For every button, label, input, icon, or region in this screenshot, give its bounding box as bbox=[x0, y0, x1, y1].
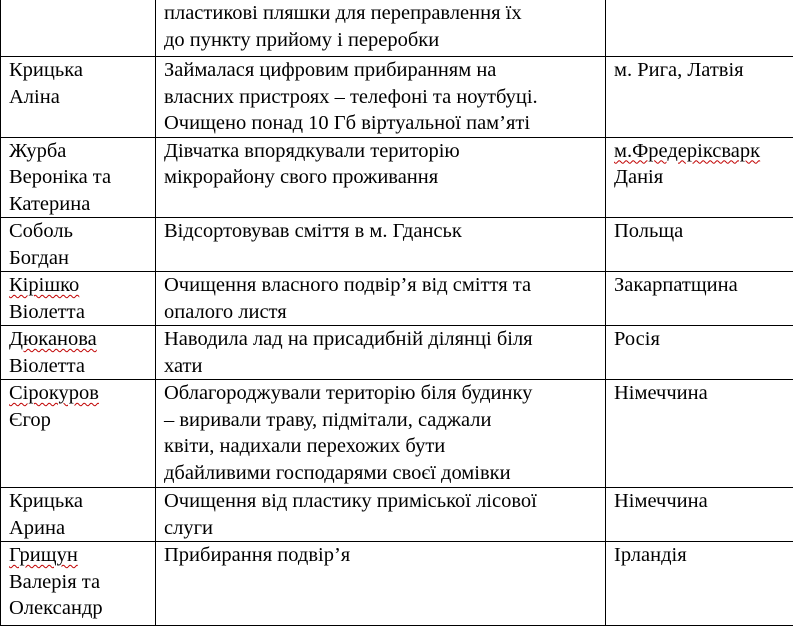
location-line: Німеччина bbox=[614, 488, 789, 515]
name-line: Віолетта bbox=[9, 299, 151, 326]
activity-line: слуги bbox=[164, 515, 601, 542]
activity-cell bbox=[156, 272, 606, 326]
activity-line: квіти, надихали перехожих бути bbox=[164, 433, 601, 460]
location-cell bbox=[606, 57, 793, 138]
activity-line: Дівчатка впорядкували територію bbox=[164, 138, 601, 165]
name-line: Аліна bbox=[9, 84, 151, 111]
activity-cell bbox=[156, 326, 606, 380]
activity-line: Займалася цифровим прибиранням на bbox=[164, 57, 601, 84]
activity-cell bbox=[156, 488, 606, 542]
location-cell bbox=[606, 488, 793, 542]
name-cell bbox=[1, 542, 156, 626]
activity-line: Наводила лад на присадибній ділянці біля bbox=[164, 326, 601, 353]
name-cell bbox=[1, 272, 156, 326]
activity-line: Відсортовував сміття в м. Гданськ bbox=[164, 218, 601, 245]
name-cell bbox=[1, 0, 156, 57]
location-cell bbox=[606, 380, 793, 488]
location-line: Польща bbox=[614, 218, 789, 245]
table-row bbox=[1, 57, 793, 138]
activity-line: пластикові пляшки для переправлення їх bbox=[164, 0, 601, 27]
activity-line: власних пристроях – телефоні та ноутбуці. bbox=[164, 84, 601, 111]
name-line: Журба bbox=[9, 138, 151, 165]
name-line: Вероніка та bbox=[9, 164, 151, 191]
name-line: Арина bbox=[9, 515, 151, 542]
activity-cell bbox=[156, 57, 606, 138]
activity-line: Прибирання подвір’я bbox=[164, 542, 601, 569]
location-cell bbox=[606, 326, 793, 380]
name-line: Соболь bbox=[9, 218, 151, 245]
name-line: Богдан bbox=[9, 245, 151, 272]
activity-line: Облагороджували територію біля будинку bbox=[164, 380, 601, 407]
name-cell bbox=[1, 57, 156, 138]
table-row bbox=[1, 326, 793, 380]
name-line: Катерина bbox=[9, 191, 151, 218]
activity-cell bbox=[156, 218, 606, 272]
location-line: Німеччина bbox=[614, 380, 789, 407]
name-line: Валерія та bbox=[9, 569, 151, 596]
name-line: Кірішко bbox=[9, 274, 79, 296]
name-line: Крицька bbox=[9, 57, 151, 84]
location-line: Данія bbox=[614, 164, 789, 191]
table-row bbox=[1, 488, 793, 542]
activity-line: Очищення власного подвір’я від сміття та bbox=[164, 272, 601, 299]
location-cell bbox=[606, 272, 793, 326]
activity-line: – виривали траву, підмітали, саджали bbox=[164, 407, 601, 434]
name-line: Крицька bbox=[9, 488, 151, 515]
name-cell bbox=[1, 326, 156, 380]
location-line: м.Фредеріксварк bbox=[614, 138, 789, 165]
activity-cell bbox=[156, 380, 606, 488]
name-line: Дюканова bbox=[9, 328, 97, 350]
activity-line: хати bbox=[164, 353, 601, 380]
activity-line: Очищено понад 10 Гб віртуальної пам’яті bbox=[164, 110, 601, 137]
location-line: Росія bbox=[614, 326, 789, 353]
table-row bbox=[1, 218, 793, 272]
table-row bbox=[1, 380, 793, 488]
activity-cell bbox=[156, 542, 606, 626]
location-line: Закарпатщина bbox=[614, 272, 789, 299]
activity-line: Очищення від пластику приміської лісової bbox=[164, 488, 601, 515]
activity-line: дбайливими господарями своєї домівки bbox=[164, 460, 601, 487]
table-row bbox=[1, 542, 793, 626]
activity-line: до пункту прийому і переробки bbox=[164, 27, 601, 54]
name-cell bbox=[1, 137, 156, 218]
activity-line: мікрорайону свого проживання bbox=[164, 164, 601, 191]
name-line: Єгор bbox=[9, 407, 151, 434]
activity-cell bbox=[156, 137, 606, 218]
table-row bbox=[1, 272, 793, 326]
name-line: Олександр bbox=[9, 595, 151, 622]
location-cell bbox=[606, 542, 793, 626]
name-cell bbox=[1, 380, 156, 488]
location-cell bbox=[606, 0, 793, 57]
name-line: Грищун bbox=[9, 544, 78, 566]
name-line: Віолетта bbox=[9, 353, 151, 380]
activity-cell bbox=[156, 0, 606, 57]
table-row bbox=[1, 137, 793, 218]
activity-line: опалого листя bbox=[164, 299, 601, 326]
table-row bbox=[1, 0, 793, 57]
name-cell bbox=[1, 218, 156, 272]
location-line: м. Рига, Латвія bbox=[614, 57, 789, 84]
location-cell bbox=[606, 137, 793, 218]
name-cell bbox=[1, 488, 156, 542]
location-line: Ірландія bbox=[614, 542, 789, 569]
name-line: Сірокуров bbox=[9, 382, 99, 404]
location-cell bbox=[606, 218, 793, 272]
